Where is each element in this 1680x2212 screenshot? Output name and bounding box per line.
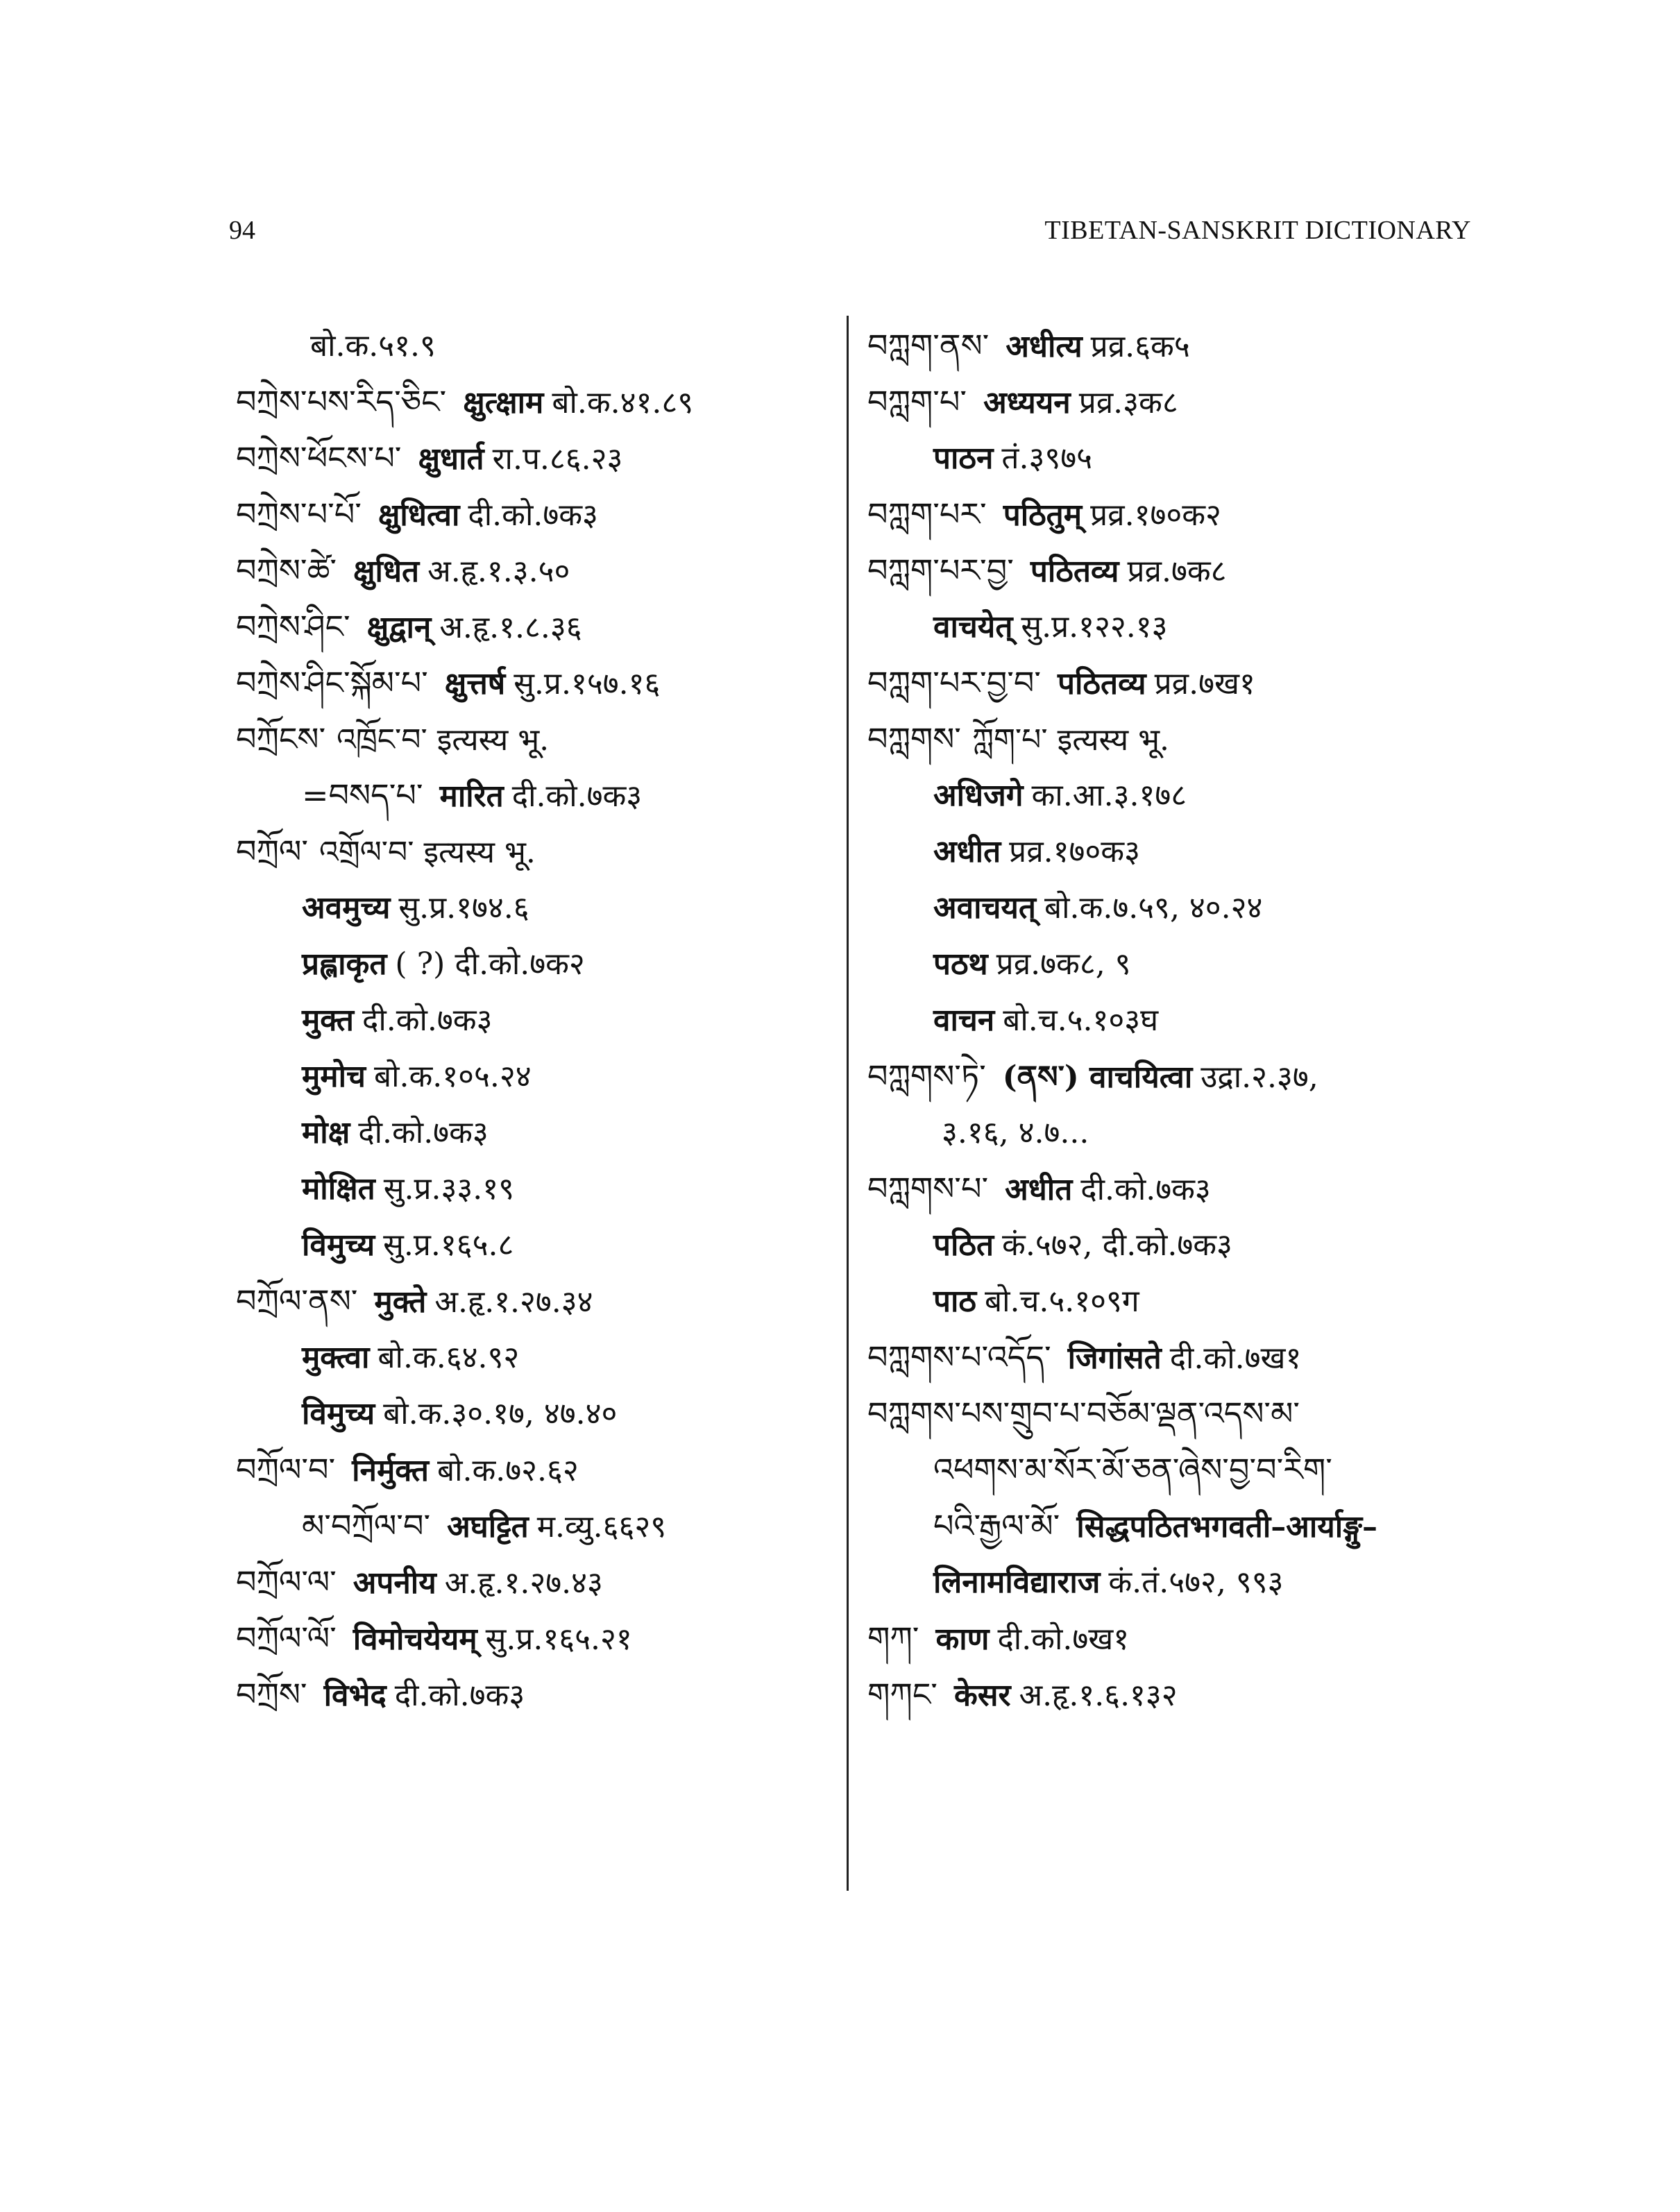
sanskrit-equivalent: क्षुधित्वा xyxy=(377,497,460,533)
sanskrit-equivalent: विमोचयेयम् xyxy=(353,1622,477,1657)
source-reference: सु.प्र.१६५.८ xyxy=(383,1227,514,1263)
tibetan-headword: པའི་རྒྱལ་མོ་ xyxy=(933,1507,1060,1545)
source-reference: दी.को.७क३ xyxy=(468,497,598,533)
tibetan-headword: བཀླག་ནས་ xyxy=(867,327,990,364)
source-reference: म.व्यु.६६२९ xyxy=(536,1509,667,1545)
source-reference: ( ?) दी.को.७क२ xyxy=(395,946,585,982)
source-reference: कं.५७२, दी.को.७क३ xyxy=(1002,1227,1232,1263)
source-reference: अ.हृ.१.२७.४३ xyxy=(444,1565,603,1601)
source-reference: दी.को.७क३ xyxy=(394,1678,525,1713)
dictionary-entry xyxy=(867,1329,1478,1386)
dictionary-entry xyxy=(867,374,1478,430)
source-reference: दी.को.७ख१ xyxy=(1169,1341,1302,1376)
tibetan-headword: འཕགས་མ་སོར་མོ་ཅན་ཞེས་བྱ་བ་རིག་ xyxy=(933,1451,1332,1488)
sanskrit-equivalent: अधीत्य xyxy=(1006,329,1083,364)
tibetan-headword: བཀྲོས་ xyxy=(236,1676,307,1713)
source-reference: बो.क.४१.८९ xyxy=(552,385,694,420)
dictionary-entry xyxy=(867,1386,1478,1442)
sanskrit-equivalent: पठितव्य xyxy=(1058,666,1146,701)
source-reference: बो.क.५१.९ xyxy=(310,328,436,364)
sanskrit-equivalent: विमुच्य xyxy=(302,1227,375,1263)
tibetan-headword: བཀྲོལ་བ་ xyxy=(236,1451,336,1488)
sanskrit-equivalent: निर्मुक्त xyxy=(352,1453,429,1488)
left-column xyxy=(236,318,847,1723)
sanskrit-equivalent: मुमोच xyxy=(302,1059,366,1094)
sanskrit-equivalent: पाठन xyxy=(933,441,994,476)
source-reference: बो.क.७.५९, ४०.२४ xyxy=(1044,890,1263,926)
dictionary-entry xyxy=(236,430,847,486)
dictionary-entry xyxy=(867,711,1478,767)
source-reference: सु.प्र.१२२.१३ xyxy=(1021,609,1168,645)
tibetan-headword: གཀ་ xyxy=(867,1619,919,1657)
tibetan-headword: བཀྲེས་པས་རིད་ཅིང་ xyxy=(236,383,447,420)
source-reference: प्रव्र.६क५ xyxy=(1090,329,1190,364)
dictionary-entry xyxy=(236,1386,847,1442)
dictionary-entry xyxy=(867,992,1478,1048)
source-reference: उद्रा.२.३७, xyxy=(1200,1060,1318,1095)
tibetan-headword: བཀླག་པར་བྱ་བ་ xyxy=(867,664,1042,701)
sanskrit-equivalent: मोक्ष xyxy=(302,1115,350,1150)
sanskrit-equivalent: केसर xyxy=(953,1678,1011,1713)
source-reference: प्रव्र.७क८, ९ xyxy=(996,946,1131,982)
sanskrit-equivalent: जिगांसते xyxy=(1067,1341,1162,1376)
source-reference: ३.१६, ४.७... xyxy=(942,1115,1089,1150)
dictionary-entry xyxy=(867,1442,1478,1498)
sanskrit-equivalent: अधीत xyxy=(933,834,1001,869)
tibetan-headword: གཀང་ xyxy=(867,1676,937,1713)
source-reference: प्रव्र.७ख१ xyxy=(1154,666,1255,701)
dictionary-entry xyxy=(867,1498,1478,1554)
dictionary-entry xyxy=(236,599,847,655)
dictionary-entry xyxy=(236,1105,847,1161)
dictionary-entry xyxy=(236,543,847,599)
source-reference: बो.च.५.१०३घ xyxy=(1003,1003,1159,1038)
dictionary-entry xyxy=(867,880,1478,936)
tibetan-headword: བཀླག་པར་ xyxy=(867,495,987,533)
dictionary-entry xyxy=(867,486,1478,543)
dictionary-entry xyxy=(236,1217,847,1273)
source-reference: तं.३९७५ xyxy=(1001,441,1092,476)
dictionary-entry xyxy=(867,936,1478,992)
sanskrit-equivalent: काण xyxy=(935,1622,990,1657)
sanskrit-equivalent: क्षुधित xyxy=(353,554,420,589)
dictionary-entry xyxy=(236,1667,847,1723)
dictionary-entry xyxy=(867,824,1478,880)
source-reference: अ.हृ.१.३.५० xyxy=(427,554,570,589)
sanskrit-equivalent: अघट्टित xyxy=(447,1509,529,1545)
dictionary-entry xyxy=(236,318,847,374)
dictionary-entry xyxy=(236,992,847,1048)
dictionary-entry xyxy=(867,318,1478,374)
dictionary-entry xyxy=(867,430,1478,486)
dictionary-entry xyxy=(867,599,1478,655)
sanskrit-equivalent: क्षुधार्त xyxy=(418,441,484,477)
dictionary-entry xyxy=(236,1498,847,1554)
tibetan-headword: =བསད་པ་ xyxy=(302,776,423,814)
dictionary-entry xyxy=(867,767,1478,824)
sanskrit-equivalent: विमुच्य xyxy=(302,1396,375,1431)
sanskrit-equivalent: मुक्ते xyxy=(374,1284,427,1320)
column-divider xyxy=(847,316,849,1891)
dictionary-entry xyxy=(236,1048,847,1105)
source-reference: बो.क.३०.१७, ४७.४० xyxy=(383,1396,618,1431)
tibetan-headword: བཀླག་པར་བྱ་ xyxy=(867,552,1014,589)
sanskrit-equivalent: मुक्त xyxy=(302,1003,354,1038)
source-reference: दी.को.७क३ xyxy=(511,779,643,814)
source-reference: बो.क.१०५.२४ xyxy=(373,1059,532,1094)
source-reference: दी.को.७क३ xyxy=(362,1003,493,1038)
sanskrit-equivalent: मुक्त्वा xyxy=(302,1340,370,1375)
tibetan-headword: བཀྲོལ་ནས་ xyxy=(236,1282,358,1320)
sanskrit-equivalent: मोक्षित xyxy=(302,1171,375,1207)
sanskrit-equivalent: पठथ xyxy=(933,946,988,982)
dictionary-entry xyxy=(236,1161,847,1217)
sanskrit-equivalent: अवाचयत् xyxy=(933,890,1037,926)
page-number: 94 xyxy=(229,216,255,245)
dictionary-entry xyxy=(236,1329,847,1386)
source-reference: दी.को.७क३ xyxy=(1080,1172,1211,1207)
sanskrit-equivalent: अवमुच्य xyxy=(302,890,391,926)
dictionary-entry xyxy=(867,1161,1478,1217)
tibetan-headword: བཀླགས་པས་གྲུབ་པ་བཅོམ་ལྡན་འདས་མ་ xyxy=(867,1395,1300,1432)
sanskrit-equivalent: अधीत xyxy=(1005,1172,1073,1207)
source-reference: सु.प्र.३३.१९ xyxy=(383,1171,514,1207)
sanskrit-equivalent: अध्ययन xyxy=(983,385,1071,420)
dictionary-entry xyxy=(867,543,1478,599)
running-title: TIBETAN-SANSKRIT DICTIONARY xyxy=(1044,216,1471,245)
tibetan-headword: བཀྲོལ་ལ་ xyxy=(236,1563,337,1601)
dictionary-entry xyxy=(236,824,847,880)
source-reference: का.आ.३.१७८ xyxy=(1031,778,1187,813)
dictionary-entry xyxy=(236,1554,847,1610)
source-reference: रा.प.८६.२३ xyxy=(492,441,623,477)
source-reference: बो.क.६४.९२ xyxy=(377,1340,520,1375)
source-reference: अ.हृ.१.२७.३४ xyxy=(434,1284,593,1320)
source-reference: सु.प्र.१७४.६ xyxy=(398,890,529,926)
dictionary-entry xyxy=(236,767,847,824)
dictionary-entry xyxy=(867,1048,1478,1105)
sanskrit-equivalent: क्षुत्तर्ष xyxy=(444,666,506,701)
dictionary-entry xyxy=(867,1667,1478,1723)
sanskrit-equivalent: क्षुद्वान् xyxy=(366,610,432,645)
tibetan-headword: བཀླགས་པ་འདོད་ xyxy=(867,1338,1051,1376)
source-reference: प्रव्र.७क८ xyxy=(1127,554,1227,589)
tibetan-headword: བཀྲོངས་ xyxy=(236,720,326,758)
sanskrit-equivalent: वाचन xyxy=(933,1003,995,1038)
dictionary-entry xyxy=(867,1217,1478,1273)
grammar-note: ཀློག་པ་ इत्यस्य भू. xyxy=(971,722,1170,758)
sanskrit-equivalent: सिद्धपठितभगवती–आर्याङ्गु– xyxy=(1076,1509,1378,1545)
dictionary-entry xyxy=(867,655,1478,711)
dictionary-entry xyxy=(236,880,847,936)
tibetan-headword: མ་བཀྲོལ་བ་ xyxy=(302,1507,431,1545)
dictionary-entry xyxy=(236,655,847,711)
source-reference: कं.तं.५७२, ९९३ xyxy=(1108,1565,1284,1600)
tibetan-headword: བཀྲེས་ཚེ་ xyxy=(236,552,337,589)
grammar-note: འགྲོལ་བ་ इत्यस्य भू. xyxy=(319,835,536,870)
tibetan-headword: བཀླག་པ་ xyxy=(867,383,967,420)
sanskrit-equivalent: पठित xyxy=(933,1227,994,1263)
tibetan-headword: བཀྲེས་ཤིང་ xyxy=(236,608,350,645)
sanskrit-equivalent: मारित xyxy=(439,779,504,814)
tibetan-headword: བཀླགས་ xyxy=(867,720,961,758)
source-reference: दी.को.७क३ xyxy=(358,1115,489,1150)
dictionary-entry xyxy=(867,1554,1478,1610)
sanskrit-equivalent: (ནས་) वाचयित्वा xyxy=(1002,1060,1193,1095)
source-reference: अ.हृ.१.६.१३२ xyxy=(1019,1678,1178,1713)
tibetan-headword: བཀླགས་ཏེ་ xyxy=(867,1057,986,1095)
tibetan-headword: བཀྲེས་ཕོངས་པ་ xyxy=(236,439,402,477)
tibetan-headword: བཀྲེས་པ་པོ་ xyxy=(236,495,362,533)
source-reference: बो.क.७२.६२ xyxy=(436,1453,579,1488)
sanskrit-equivalent: वाचयेत् xyxy=(933,609,1013,645)
dictionary-entry xyxy=(236,1442,847,1498)
source-reference: सु.प्र.१६५.२१ xyxy=(485,1622,632,1657)
source-reference: प्रव्र.१७०क२ xyxy=(1090,497,1221,533)
dictionary-entry xyxy=(236,374,847,430)
sanskrit-equivalent: क्षुत्क्षाम xyxy=(463,385,544,420)
sanskrit-equivalent: अधिजगे xyxy=(933,778,1024,813)
dictionary-entry xyxy=(236,1273,847,1329)
dictionary-entry xyxy=(867,1105,1478,1161)
source-reference: अ.हृ.१.८.३६ xyxy=(439,610,582,645)
source-reference: बो.च.५.१०९ग xyxy=(984,1284,1139,1319)
dictionary-entry xyxy=(867,1273,1478,1329)
source-reference: सु.प्र.१५७.१६ xyxy=(514,666,661,701)
dictionary-entry xyxy=(236,486,847,543)
source-reference: प्रव्र.३क८ xyxy=(1078,385,1178,420)
sanskrit-equivalent: पठितव्य xyxy=(1030,554,1119,589)
grammar-note: འཁྲོང་བ་ इत्यस्य भू. xyxy=(337,722,550,758)
right-column xyxy=(867,318,1478,1723)
sanskrit-equivalent: लिनामविद्याराज xyxy=(933,1565,1101,1600)
tibetan-headword: བཀྲོལ་ལོ་ xyxy=(236,1619,337,1657)
tibetan-headword: བཀྲོལ་ xyxy=(236,833,309,870)
sanskrit-equivalent: प्रह्लाकृत xyxy=(302,946,387,982)
page-header xyxy=(229,215,1471,257)
dictionary-entry xyxy=(236,711,847,767)
tibetan-headword: བཀླགས་པ་ xyxy=(867,1170,989,1207)
dictionary-entry xyxy=(236,936,847,992)
tibetan-headword: བཀྲེས་ཤིང་སྐོམ་པ་ xyxy=(236,664,428,701)
sanskrit-equivalent: अपनीय xyxy=(353,1565,436,1601)
dictionary-entry xyxy=(867,1610,1478,1667)
sanskrit-equivalent: पठितुम् xyxy=(1003,497,1083,533)
sanskrit-equivalent: विभेद xyxy=(323,1678,387,1713)
source-reference: दी.को.७ख१ xyxy=(997,1622,1130,1657)
dictionary-entry xyxy=(236,1610,847,1667)
source-reference: प्रव्र.१७०क३ xyxy=(1009,834,1140,869)
sanskrit-equivalent: पाठ xyxy=(933,1284,976,1319)
